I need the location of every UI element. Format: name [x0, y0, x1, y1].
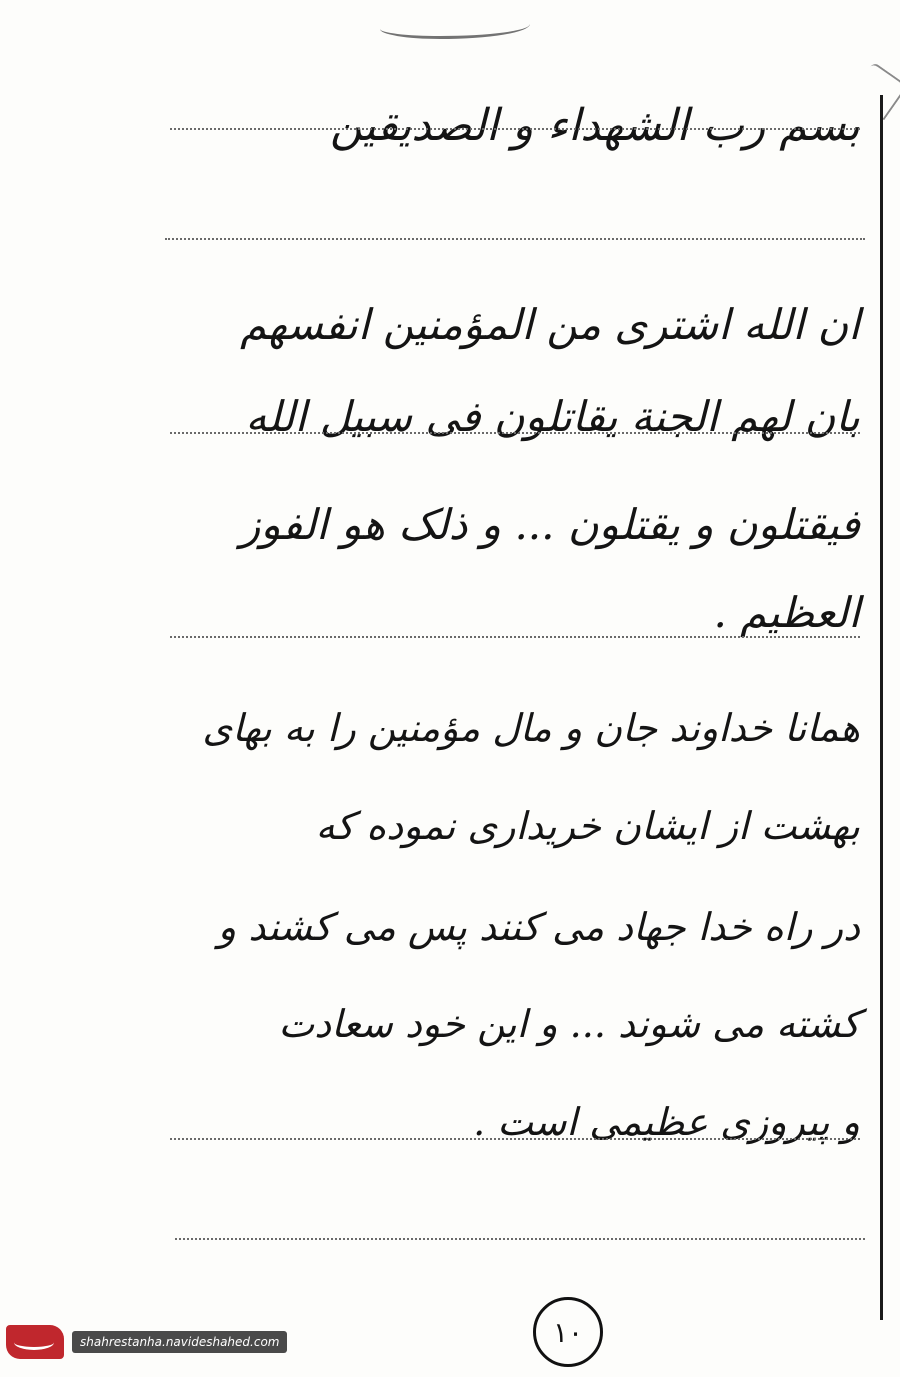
arabic-line-4: العظیم . [713, 588, 860, 637]
persian-line-5: و پیروزی عظیمی است . [473, 1100, 860, 1144]
arabic-line-3: فیقتلون و یقتلون ... و ذلک هو الفوز [240, 500, 860, 549]
navideshahed-logo-icon [6, 1325, 64, 1359]
site-watermark [6, 1318, 287, 1366]
watermark-url: shahrestanha.navideshahed.com [72, 1331, 287, 1353]
persian-line-1: همانا خداوند جان و مال مؤمنین را به بهای [202, 706, 860, 750]
ruled-line [165, 238, 865, 240]
ruled-line [175, 1238, 865, 1240]
ruled-line [170, 432, 860, 434]
ruled-line [170, 128, 860, 130]
persian-line-4: کشته می شوند ... و این خود سعادت [278, 1002, 860, 1046]
arabic-line-1: ان الله اشتری من المؤمنین انفسهم [240, 300, 860, 349]
header-basmala: بسم رب الشهداء و الصدیقین [330, 100, 860, 151]
arabic-line-2: بان لهم الجنة یقاتلون فی سبیل الله [245, 392, 860, 441]
ruled-line [170, 1138, 860, 1140]
persian-line-2: بهشت از ایشان خریداری نموده که [315, 804, 860, 848]
page-number [533, 1297, 603, 1367]
page-number-text: ۱۰ [552, 1315, 584, 1349]
persian-line-3: در راه خدا جهاد می کنند پس می کشند و [217, 905, 860, 949]
top-scribble [380, 14, 530, 39]
ruled-line [170, 636, 860, 638]
margin-rule [880, 95, 883, 1320]
